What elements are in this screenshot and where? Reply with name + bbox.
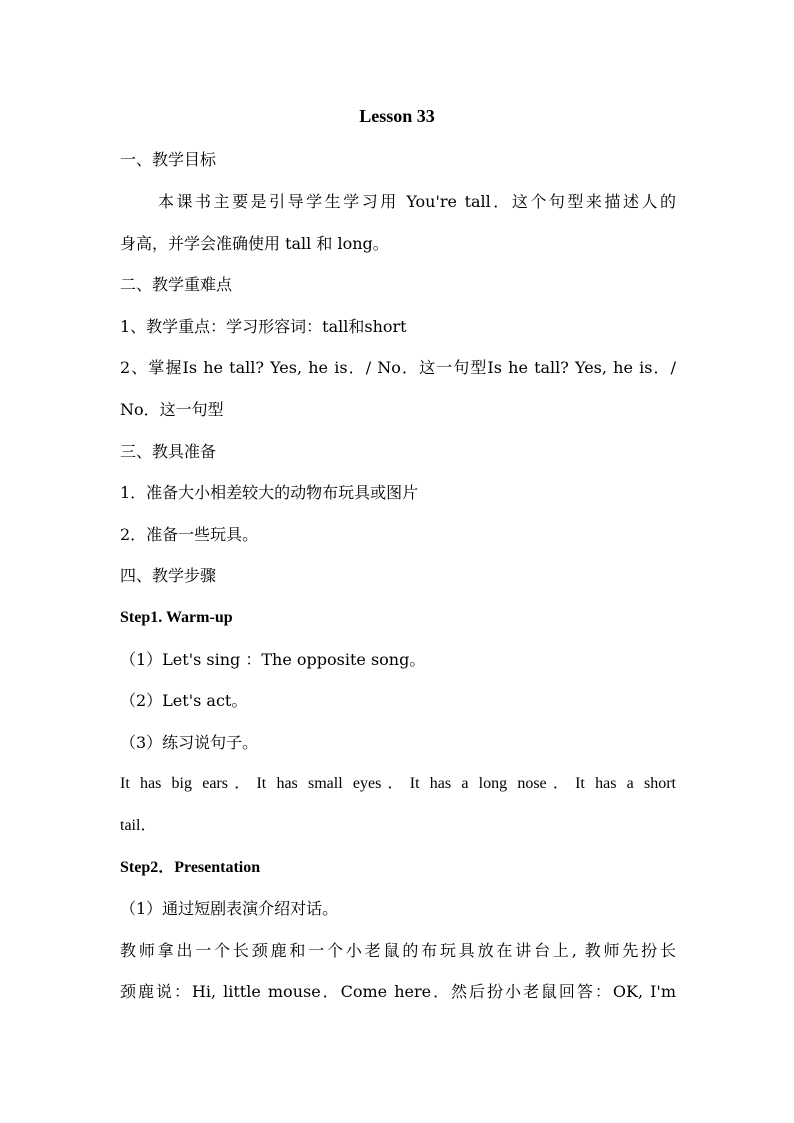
key-point-item: 2、掌握Is he tall? Yes, he is．/ No．这一句型Is he tall? Yes, he is．/ [120, 358, 676, 377]
section-heading-key-points: 二、教学重难点 [120, 275, 233, 294]
step1-sentence-line: tail． [120, 817, 157, 834]
step1-sentence-line: It has big ears．It has small eyes．It has a long nose．It has a short [120, 775, 676, 792]
step2-item: （1）通过短剧表演介绍对话。 [120, 899, 339, 918]
section-heading-steps: 四、教学步骤 [120, 566, 217, 585]
step1-item: （2）Let's act。 [120, 691, 248, 710]
step2-paragraph-line: 颈鹿说：Hi, little mouse．Come here．然后扮小老鼠回答：OK, I'm [120, 982, 676, 1001]
step1-item: （3）练习说句子。 [120, 733, 259, 752]
step1-heading: Step1. Warm-up [120, 609, 233, 626]
step2-heading: Step2．Presentation [120, 859, 261, 876]
section-heading-materials: 三、教具准备 [120, 442, 217, 461]
section-heading-objectives: 一、教学目标 [120, 150, 217, 169]
step2-paragraph-line: 教师拿出一个长颈鹿和一个小老鼠的布玩具放在讲台上, 教师先扮长 [120, 941, 676, 960]
page-title: Lesson 33 [359, 106, 435, 126]
materials-item: 2．准备一些玩具。 [120, 525, 259, 544]
key-point-item-continued: No．这一句型 [120, 400, 224, 419]
step1-item: （1）Let's sing ：The opposite song。 [120, 650, 426, 669]
key-point-item: 1、教学重点：学习形容词：tall和short [120, 317, 407, 336]
materials-item: 1．准备大小相差较大的动物布玩具或图片 [120, 483, 419, 502]
objectives-paragraph-line: 身高，并学会准确使用 tall 和 long。 [120, 234, 389, 253]
objectives-paragraph-line: 本课书主要是引导学生学习用 You're tall．这个句型来描述人的 [158, 192, 676, 211]
